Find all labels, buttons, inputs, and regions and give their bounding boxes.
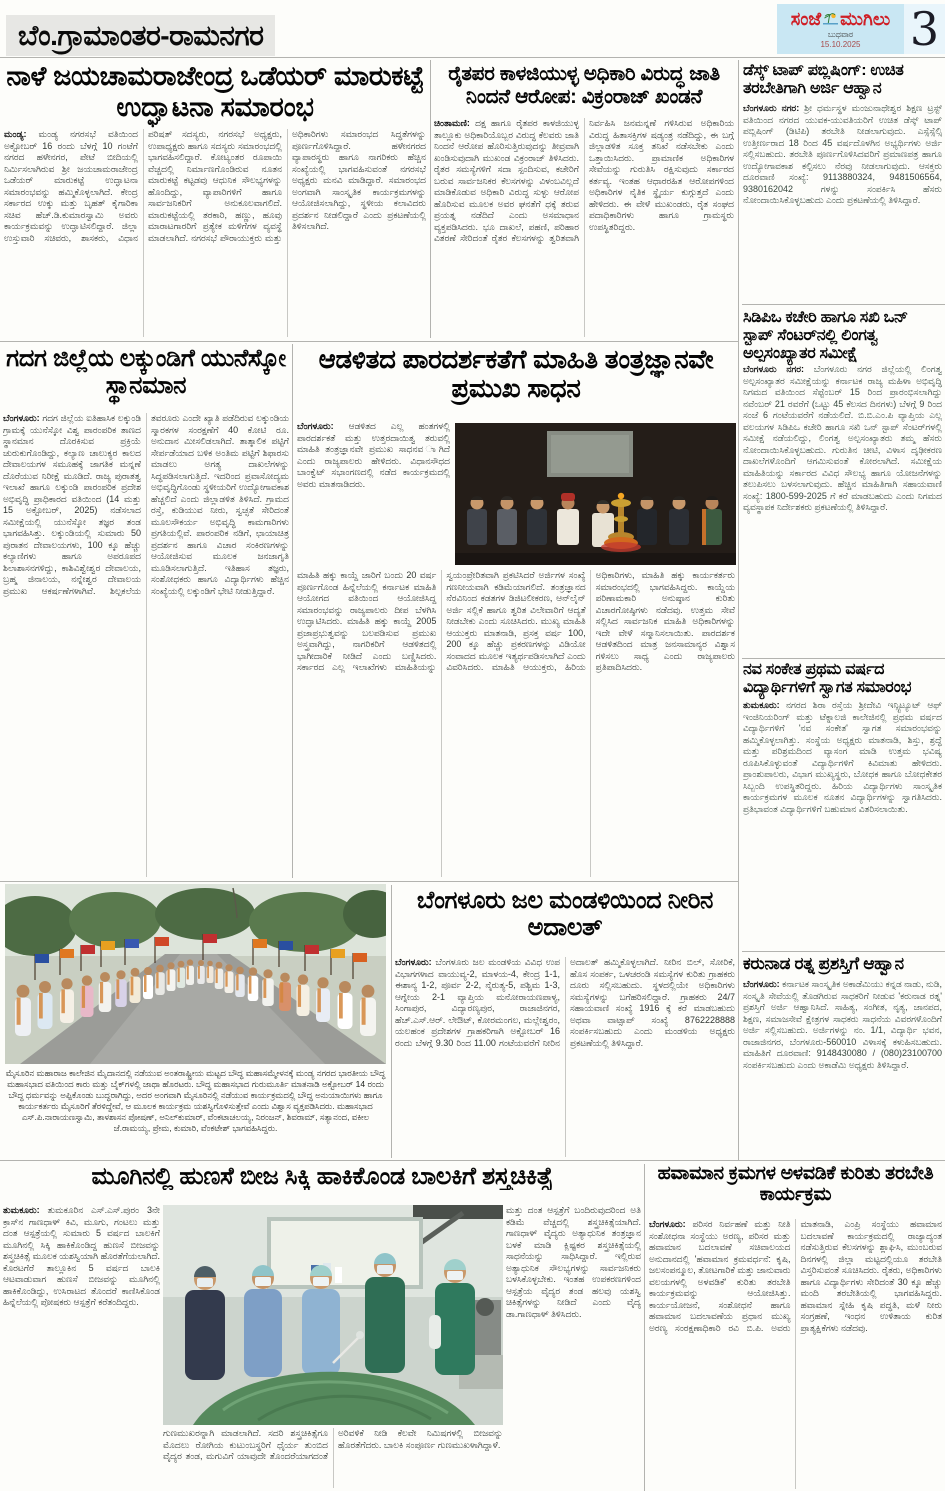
surgery-photo	[163, 1205, 503, 1425]
dateline-surgery: ತುಮಕೂರು:	[3, 1205, 40, 1215]
row-rule-2	[0, 881, 738, 882]
dateline-market: ಮಂಡ್ಯ:	[4, 129, 27, 139]
col-rule-j-k	[644, 1164, 645, 1491]
row-rule-1	[0, 341, 738, 342]
headline-welcome: ನವ ಸಂಕೇತ ಪ್ರಥಮ ವರ್ಷದ ವಿದ್ಯಾರ್ಥಿಗಳಿಗೆ ಸ್ವಾಗತ ಸಮಾರಂಭ	[743, 661, 912, 697]
right-col-rule-2	[742, 658, 945, 659]
body-text-market: ಮಂಡ್ಯ ನಗರಸಭೆ ವತಿಯಿಂದ ಅಕ್ಟೋಬರ್ 16 ರಂದು ಬೆಳಗ್ಗೆ 10 ಗಂಟೆಗೆ ನಗರದ ಹಳೇನಗರ, ಪೇಟೆ ಬೀದಿಯಲ್ಲಿ ನಿರ್ಮಿಸಲಾಗಿರುವ ಶ್ರೀ ಜಯಚಾಮರಾಜೇಂದ್ರ ಒಡೆಯರ್ ಮಾರುಕಟ್ಟೆ ಉದ್ಘಾಟನಾ ಸಮಾರಂಭವನ್ನು ಹಮ್ಮಿಕೊಳ್ಳಲಾಗಿದೆ. ಕೇಂದ್ರ ಸರ್ಕಾರದ ಉಕ್ಕು ಮತ್ತು ಬೃಹತ್ ಕೈಗಾರಿಕಾ ಸಚಿವ ಹೆಚ್.ಡಿ.ಕುಮಾರಸ್ವಾಮಿ ಅವರು ಕಾರ್ಯಕ್ರಮವನ್ನು ಉದ್ಘಾಟಿಸಲಿದ್ದಾರೆ. ಜಿಲ್ಲಾ ಉಸ್ತುವಾರಿ ಸಚಿವರು, ಶಾಸಕರು, ವಿಧಾನ ಪರಿಷತ್ ಸದಸ್ಯರು, ನಗರಸಭೆ ಅಧ್ಯಕ್ಷರು, ಉಪಾಧ್ಯಕ್ಷರು ಹಾಗೂ ಸದಸ್ಯರು ಸಮಾರಂಭದಲ್ಲಿ ಭಾಗವಹಿಸಲಿದ್ದಾರೆ. ಕೋಟ್ಯಂತರ ರೂಪಾಯಿ ವೆಚ್ಚದಲ್ಲಿ ನಿರ್ಮಾಣಗೊಂಡಿರುವ ನೂತನ ಮಾರುಕಟ್ಟೆ ಕಟ್ಟಡವು ಆಧುನಿಕ ಸೌಲಭ್ಯಗಳನ್ನು ಹೊಂದಿದ್ದು, ವ್ಯಾಪಾರಿಗಳಿಗೆ ಹಾಗೂ ಸಾರ್ವಜನಿಕರಿಗೆ ಅನುಕೂಲವಾಗಲಿದೆ. ಮಾರುಕಟ್ಟೆಯಲ್ಲಿ ತರಕಾರಿ, ಹಣ್ಣು, ಹೂವು ಮಾರಾಟಗಾರರಿಗೆ ಪ್ರತ್ಯೇಕ ಮಳಿಗೆಗಳ ವ್ಯವಸ್ಥೆ ಮಾಡಲಾಗಿದೆ. ನಗರಸಭೆ ಪೌರಾಯುಕ್ತರು ಮತ್ತು ಅಧಿಕಾರಿಗಳು ಸಮಾರಂಭದ ಸಿದ್ಧತೆಗಳನ್ನು ಪೂರ್ಣಗೊಳಿಸಿದ್ದಾರೆ. ಹಳೇನಗರದ ವ್ಯಾಪಾರಸ್ಥರು ಹಾಗೂ ನಾಗರಿಕರು ಹೆಚ್ಚಿನ ಸಂಖ್ಯೆಯಲ್ಲಿ ಭಾಗವಹಿಸುವಂತೆ ನಗರಸಭೆ ಅಧ್ಯಕ್ಷರು ಮನವಿ ಮಾಡಿದ್ದಾರೆ. ಸಮಾರಂಭದ ಅಂಗವಾಗಿ ಸಾಂಸ್ಕೃತಿಕ ಕಾರ್ಯಕ್ರಮಗಳನ್ನು ಆಯೋಜಿಸಲಾಗಿದ್ದು, ಸ್ಥಳೀಯ ಕಲಾವಿದರು ಪ್ರದರ್ಶನ ನೀಡಲಿದ್ದಾರೆ ಎಂದು ಪ್ರಕಟಣೆಯಲ್ಲಿ ತಿಳಿಸಲಾಗಿದೆ.	[4, 129, 426, 243]
dateline-dtp: ಬೆಂಗಳೂರು ನಗರ:	[743, 103, 800, 113]
dateline-transparency: ಬೆಂಗಳೂರು:	[297, 421, 334, 431]
masthead-brand-panel	[777, 4, 904, 54]
dateline-climate: ಬೆಂಗಳೂರು:	[649, 1219, 686, 1229]
article-body-market	[4, 129, 426, 337]
masthead-rule	[0, 57, 945, 58]
body-text-caste: ದಕ್ಷ ಹಾಗೂ ರೈತಪರ ಕಾಳಜಿಯುಳ್ಳ ತಾಲ್ಲೂಕು ಅಧಿಕಾರಿಯೊಬ್ಬರ ವಿರುದ್ಧ ಕೆಲವರು ಜಾತಿ ನಿಂದನೆ ಆರೋಪ ಹೊರಿಸುತ್ತಿರುವುದನ್ನು ತೀವ್ರವಾಗಿ ಖಂಡಿಸುವುದಾಗಿ ಮುಖಂಡ ವಿಕ್ರಂರಾಜ್ ತಿಳಿಸಿದರು. ರೈತರ ಸಮಸ್ಯೆಗಳಿಗೆ ಸದಾ ಸ್ಪಂದಿಸುವ, ಕಚೇರಿಗೆ ಬರುವ ಸಾರ್ವಜನಿಕರ ಕೆಲಸಗಳನ್ನು ವಿಳಂಬವಿಲ್ಲದೆ ಮಾಡಿಕೊಡುವ ಅಧಿಕಾರಿ ವಿರುದ್ಧ ಸುಳ್ಳು ಆರೋಪ ಹೊರಿಸುವ ಮೂಲಕ ಅವರ ಘನತೆಗೆ ಧಕ್ಕೆ ತರುವ ಪ್ರಯತ್ನ ನಡೆದಿದೆ ಎಂದು ಅಸಮಾಧಾನ ವ್ಯಕ್ತಪಡಿಸಿದರು. ಭೂ ದಾಖಲೆ, ಪಹಣಿ, ಪರಿಹಾರ ವಿತರಣೆ ಸೇರಿದಂತೆ ರೈತರ ಕೆಲಸಗಳನ್ನು ತ್ವರಿತವಾಗಿ ನಿರ್ವಹಿಸಿ ಜನಮನ್ನಣೆ ಗಳಿಸಿರುವ ಅಧಿಕಾರಿಯ ವಿರುದ್ಧ ಹಿತಾಸಕ್ತಿಗಳ ಷಡ್ಯಂತ್ರ ನಡೆದಿದ್ದು, ಈ ಬಗ್ಗೆ ಜಿಲ್ಲಾಡಳಿತ ಸೂಕ್ತ ತನಿಖೆ ನಡೆಸಬೇಕು ಎಂದು ಒತ್ತಾಯಿಸಿದರು. ಪ್ರಾಮಾಣಿಕ ಅಧಿಕಾರಿಗಳ ಸೇವೆಯನ್ನು ಗುರುತಿಸಿ ರಕ್ಷಿಸುವುದು ಸರ್ಕಾರದ ಕರ್ತವ್ಯ. ಇಂತಹ ಆಧಾರರಹಿತ ಆರೋಪಗಳಿಂದ ಅಧಿಕಾರಿಗಳ ನೈತಿಕ ಸ್ಥೈರ್ಯ ಕುಗ್ಗುತ್ತದೆ ಎಂದು ಹೇಳಿದರು. ಈ ವೇಳೆ ಮುಖಂಡರು, ರೈತ ಸಂಘದ ಪದಾಧಿಕಾರಿಗಳು ಹಾಗೂ ಗ್ರಾಮಸ್ಥರು ಉಪಸ್ಥಿತರಿದ್ದರು.	[434, 118, 734, 243]
right-col-rule-1	[742, 304, 945, 305]
body-text-climate: ಪರಿಸರ ನಿರ್ವಹಣೆ ಮತ್ತು ನೀತಿ ಸಂಶೋಧನಾ ಸಂಸ್ಥೆಯು ಅರಣ್ಯ, ಪರಿಸರ ಮತ್ತು ಹವಾಮಾನ ಬದಲಾವಣೆ ಸಚಿವಾಲಯದ ಅನುದಾನದಲ್ಲಿ 'ಹವಾಮಾನ ಕ್ರಮವರ್ಧನೆ: ಕೃಷಿ, ಜಲಸಂಪನ್ಮೂಲ, ತೋಟಗಾರಿಕೆ ಮತ್ತು ಜಾನುವಾರು ವಲಯಗಳಲ್ಲಿ ಅಳವಡಿಕೆ' ಕುರಿತು ತರಬೇತಿ ಕಾರ್ಯಕ್ರಮವನ್ನು ಆಯೋಜಿಸಿತ್ತು. ಕಾರ್ಯಯೋಜನೆ, ಸಂಶೋಧನೆ ಹಾಗೂ ಹವಾಮಾನ ಬದಲಾವಣೆಯ ಪ್ರಧಾನ ಮುಖ್ಯ ಅರಣ್ಯ ಸಂರಕ್ಷಣಾಧಿಕಾರಿ ರವಿ ಬಿ.ಪಿ. ಅವರು ಮಾತನಾಡಿ, ಎಂಪ್ರಿ ಸಂಸ್ಥೆಯು ಹವಾಮಾನ ಬದಲಾವಣೆ ಕಾರ್ಯಕ್ರಮದಲ್ಲಿ ರಾಜ್ಯಾದ್ಯಂತ ನಡೆಸುತ್ತಿರುವ ಕೆಲಸಗಳನ್ನು ಶ್ಲಾಘಿಸಿ, ಮುಂಬರುವ ದಿನಗಳಲ್ಲಿ ಜಿಲ್ಲಾ ಮಟ್ಟದಲ್ಲಿಯೂ ತರಬೇತಿ ವಿಸ್ತರಿಸುವಂತೆ ಸೂಚಿಸಿದರು. ರೈತರು, ಅಧಿಕಾರಿಗಳು ಹಾಗೂ ವಿದ್ಯಾರ್ಥಿಗಳು ಸೇರಿದಂತೆ 30 ಕ್ಕೂ ಹೆಚ್ಚು ಮಂದಿ ತರಬೇತಿಯಲ್ಲಿ ಭಾಗವಹಿಸಿದ್ದರು. ಹವಾಮಾನ ಸ್ನೇಹಿ ಕೃಷಿ ಪದ್ಧತಿ, ಮಳೆ ನೀರು ಸಂಗ್ರಹಣೆ, ಇಂಧನ ಉಳಿತಾಯ ಕುರಿತ ಪ್ರಾತ್ಯಕ್ಷಿಕೆಗಳು ನಡೆದವು.	[649, 1219, 942, 1333]
jatha-photo-caption: ಮೈಸೂರಿನ ಮಹಾರಾಜ ಕಾಲೇಜಿನ ಮೈದಾನದಲ್ಲಿ ನಡೆಯುವ ಅಂತರಾಷ್ಟ್ರೀಯ ಮಟ್ಟದ ಬೌದ್ಧ ಮಹಾಸಮ್ಮೇಳನಕ್ಕೆ ಮಂಡ್ಯ ನಗರದ ಭಾರತೀಯ ಬೌದ್ಧ ಮಹಾಸಭಾದ ವತಿಯಿಂದ ಕಾರು ಮತ್ತು ಬೈಕ್‌ಗಳಲ್ಲಿ ಜಾಥಾ ಹೊರಟರು. ಬೌದ್ಧ ಮಹಾಸಭಾದ ಗುರುಮೂರ್ತಿ ಮಾತನಾಡಿ ಅಕ್ಟೋಬರ್ 14 ರಂದು ಬೌದ್ಧ ಧರ್ಮವನ್ನು ಅಪ್ಪಿಕೊಂಡು ಬುದ್ಧರಾಗಿದ್ದು, ಅದರ ಅಂಗವಾಗಿ ಮೈಸೂರಿನಲ್ಲಿ ನಡೆಯುವ ಕಾರ್ಯಕ್ರಮದಲ್ಲಿ ಬೌದ್ಧ ಅನುಯಾಯಿಗಳು ಹಾಗೂ ಕಾರ್ಯಕರ್ತರು ಮೈಸೂರಿಗೆ ತೆರಳಿದ್ದೇವೆ, ಆ ಮೂಲಕ ಕಾರ್ಯಕ್ರಮ ಯಶಸ್ವಿಗೊಳಿಸುತ್ತೇವೆ ಎಂದು ವಿಶ್ವಾಸ ವ್ಯಕ್ತಪಡಿಸಿದರು. ಮಹಾಸಭಾದ ಎಸ್.ಪಿ.ನಾರಾಯಣಸ್ವಾಮಿ, ತಾಳಶಾಸನ ಪೋಷಣ್, ಅನಿಲ್‌ಕುಮಾರ್, ವೆಂಕಟಾಚಲಯ್ಯ, ನಿರಂಜನ್, ಶಿವರಾಮ್, ಸತ್ಯಾನಂದ, ವಕೀಲ ಜೆ.ರಾಮಯ್ಯ, ಪ್ರೇಮ, ಕುಮಾರಿ, ವೆಂಕಟೇಶ್ ಭಾಗವಹಿಸಿದ್ದರು.	[5, 1068, 386, 1133]
col-rule-main-right	[738, 60, 739, 1160]
col-rule-d-e	[292, 344, 293, 878]
headline-dtp: ಡೆಸ್ಕ್ ಟಾಪ್ ಪಬ್ಲಿಷಿಂಗ್: ಉಚಿತ ತರಬೇತಿಗಾಗಿ ಅರ್ಜಿ ಆಹ್ವಾನ	[743, 62, 904, 98]
headline-climate: ಹವಾಮಾನ ಕ್ರಮಗಳ ಅಳವಡಿಕೆ ಕುರಿತು ತರಬೇತಿ ಕಾರ್ಯಕ್ರಮ	[657, 1163, 934, 1206]
headline-unesco: ಗದಗ ಜಿಲ್ಲೆಯ ಲಕ್ಕುಂಡಿಗೆ ಯುನೆಸ್ಕೋ ಸ್ಥಾನಮಾನ	[6, 345, 286, 400]
right-col-rule-3	[742, 951, 945, 952]
article-body-survey	[743, 364, 942, 654]
body-text-survey: ಬೆಂಗಳೂರು ನಗರ ಜಿಲ್ಲೆಯಲ್ಲಿ ಲಿಂಗತ್ವ ಅಲ್ಪಸಂಖ್ಯಾತರ ಸಮೀಕ್ಷೆಯನ್ನು ಕರ್ನಾಟಕ ರಾಜ್ಯ ಮಹಿಳಾ ಅಭಿವೃದ್ಧಿ ನಿಗಮದ ವತಿಯಿಂದ ಸೆಪ್ಟೆಂಬರ್ 15 ರಿಂದ ಪ್ರಾರಂಭಿಸಲಾಗಿದ್ದು ನವೆಂಬರ್ 21 ರವರೆಗೆ (ಒಟ್ಟು 45 ಕೆಲಸದ ದಿನಗಳು) ಬೆಳಗ್ಗೆ 9 ರಿಂದ ಸಂಜೆ 6 ಗಂಟೆಯವರೆಗೆ ನಡೆಯಲಿದೆ. ಬಿ.ಬಿ.ಎಂ.ಪಿ ವ್ಯಾಪ್ತಿಯ ಎಲ್ಲ ವಲಯಗಳ ಸಿಡಿಪಿಒ ಕಚೇರಿ ಹಾಗೂ ಸಖಿ ಒನ್ ಸ್ಟಾಪ್ ಸೆಂಟರ್‌ಗಳಲ್ಲಿ ಸಮೀಕ್ಷೆ ನಡೆಯಲಿದ್ದು, ಲಿಂಗತ್ವ ಅಲ್ಪಸಂಖ್ಯಾತರು ತಮ್ಮ ಹೆಸರು ನೋಂದಾಯಿಸಿಕೊಳ್ಳಬಹುದು. ಗುರುತಿನ ಚೀಟಿ, ವಿಳಾಸ ದೃಢೀಕರಣ ದಾಖಲೆಗಳೊಂದಿಗೆ ಆಗಮಿಸುವಂತೆ ಕೋರಲಾಗಿದೆ. ಸಮೀಕ್ಷೆಯ ಮಾಹಿತಿಯನ್ನು ಸರ್ಕಾರದ ವಿವಿಧ ಸೌಲಭ್ಯ ಹಾಗೂ ಯೋಜನೆಗಳನ್ನು ತಲುಪಿಸಲು ಬಳಸಲಾಗುವುದು. ಹೆಚ್ಚಿನ ಮಾಹಿತಿಗಾಗಿ ಸಹಾಯವಾಣಿ ಸಂಖ್ಯೆ: 1800-599-2025 ಗೆ ಕರೆ ಮಾಡಬಹುದು ಎಂದು ನಿಗಮದ ವ್ಯವಸ್ಥಾಪಕ ನಿರ್ದೇಶಕರು ಪ್ರಕಟಣೆಯಲ್ಲಿ ತಿಳಿಸಿದ್ದಾರೆ.	[743, 364, 942, 512]
col-rule-photo-adalat	[391, 885, 392, 1158]
brand-word-second: ಮುಗಿಲು	[840, 8, 891, 29]
body-text-unesco: ಗದಗ ಜಿಲ್ಲೆಯ ಐತಿಹಾಸಿಕ ಲಕ್ಕುಂಡಿ ಗ್ರಾಮಕ್ಕೆ ಯುನೆಸ್ಕೋ ವಿಶ್ವ ಪಾರಂಪರಿಕ ತಾಣದ ಸ್ಥಾನಮಾನ ದೊರಕಿಸುವ ಪ್ರಕ್ರಿಯೆ ಚುರುಕುಗೊಂಡಿದ್ದು, ಕಲ್ಯಾಣ ಚಾಲುಕ್ಯರ ಕಾಲದ ದೇವಾಲಯಗಳ ಸಮೂಹಕ್ಕೆ ಜಾಗತಿಕ ಮನ್ನಣೆ ದೊರೆಯುವ ನಿರೀಕ್ಷೆ ಮೂಡಿದೆ. ರಾಜ್ಯ ಪುರಾತತ್ವ ಇಲಾಖೆ ಹಾಗೂ ಲಕ್ಕುಂಡಿ ಪಾರಂಪರಿಕ ಪ್ರದೇಶ ಅಭಿವೃದ್ಧಿ ಪ್ರಾಧಿಕಾರದ ವತಿಯಿಂದ (14 ಮತ್ತು 15 ಅಕ್ಟೋಬರ್, 2025) ನಡೆಸಲಾದ ಸಮೀಕ್ಷೆಯಲ್ಲಿ ಯುನೆಸ್ಕೋ ತಜ್ಞರ ತಂಡ ಭಾಗವಹಿಸಿತ್ತು. ಲಕ್ಕುಂಡಿಯಲ್ಲಿ ಸುಮಾರು 50 ಪುರಾತನ ದೇವಾಲಯಗಳು, 100 ಕ್ಕೂ ಹೆಚ್ಚು ಕಲ್ಯಾಣಿಗಳು ಹಾಗೂ ಅಪರೂಪದ ಶಿಲಾಶಾಸನಗಳಿದ್ದು, ಕಾಶಿವಿಶ್ವೇಶ್ವರ ದೇವಾಲಯ, ಬ್ರಹ್ಮ ಜಿನಾಲಯ, ನನ್ನೇಶ್ವರ ದೇವಾಲಯ ಪ್ರಮುಖ ಆಕರ್ಷಣೆಗಳಾಗಿವೆ. ಶಿಲ್ಪಕಲೆಯ ತವರೂರು ಎಂದೇ ಖ್ಯಾತಿ ಪಡೆದಿರುವ ಲಕ್ಕುಂಡಿಯ ಸ್ಮಾರಕಗಳ ಸಂರಕ್ಷಣೆಗೆ 40 ಕೋಟಿ ರೂ. ಅನುದಾನ ಮೀಸಲಿಡಲಾಗಿದೆ. ತಾತ್ಕಾಲಿಕ ಪಟ್ಟಿಗೆ ಸೇರ್ಪಡೆಯಾದ ಬಳಿಕ ಅಂತಿಮ ಪಟ್ಟಿಗೆ ಶಿಫಾರಸು ಮಾಡಲು ಅಗತ್ಯ ದಾಖಲೆಗಳನ್ನು ಸಿದ್ಧಪಡಿಸಲಾಗುತ್ತಿದೆ. ಇದರಿಂದ ಪ್ರವಾಸೋದ್ಯಮ ಅಭಿವೃದ್ಧಿಗೊಂಡು ಸ್ಥಳೀಯರಿಗೆ ಉದ್ಯೋಗಾವಕಾಶ ಹೆಚ್ಚಲಿದೆ ಎಂದು ಜಿಲ್ಲಾಡಳಿತ ತಿಳಿಸಿದೆ. ಗ್ರಾಮದ ರಸ್ತೆ, ಕುಡಿಯುವ ನೀರು, ಸ್ವಚ್ಛತೆ ಸೇರಿದಂತೆ ಮೂಲಸೌಕರ್ಯ ಅಭಿವೃದ್ಧಿ ಕಾಮಗಾರಿಗಳು ಪ್ರಗತಿಯಲ್ಲಿವೆ. ಪಾರಂಪರಿಕ ನಡಿಗೆ, ಛಾಯಾಚಿತ್ರ ಪ್ರದರ್ಶನ ಹಾಗೂ ವಿಚಾರ ಸಂಕಿರಣಗಳನ್ನು ಆಯೋಜಿಸುವ ಮೂಲಕ ಜನಜಾಗೃತಿ ಮೂಡಿಸಲಾಗುತ್ತಿದೆ. ಇತಿಹಾಸ ತಜ್ಞರು, ಸಂಶೋಧಕರು ಹಾಗೂ ವಿದ್ಯಾರ್ಥಿಗಳು ಹೆಚ್ಚಿನ ಸಂಖ್ಯೆಯಲ್ಲಿ ಲಕ್ಕುಂಡಿಗೆ ಭೇಟಿ ನೀಡುತ್ತಿದ್ದಾರೆ.	[3, 413, 289, 596]
article-body-climate	[649, 1219, 942, 1489]
body-text-surgery-col2: ಮತ್ತು ದಂತ ಆಸ್ಪತ್ರೆಗೆ ಬಂದಿರುವುದರಿಂದ ಅತಿ ಕಡಿಮೆ ವೆಚ್ಚದಲ್ಲಿ ಶಸ್ತ್ರಚಿಕಿತ್ಸೆಯಾಗಿದೆ. ಗಾಣಧಾಳ್ ವೈದ್ಯರು ಅತ್ಯಾಧುನಿಕ ತಂತ್ರಜ್ಞಾನ ಬಳಕೆ ಮಾಡಿ ಕ್ಲಿಷ್ಟಕರ ಶಸ್ತ್ರಚಿಕಿತ್ಸೆಯಲ್ಲಿ ಸಾಧನೆಯನ್ನು ಸಾಧಿಸಿದ್ದಾರೆ. ಇಲ್ಲಿರುವ ಅತ್ಯಾಧುನಿಕ ಸೌಲಭ್ಯಗಳನ್ನು ಸಾರ್ವಜನಿಕರು ಬಳಸಿಕೊಳ್ಳಬೇಕು. ಇಂತಹ ಉಪಕರಣಗಳಿಂದ ಆಸ್ಪತ್ರೆಯ ವೈದ್ಯರ ತಂಡ ಹಲವು ಯಶಸ್ವಿ ಚಿಕಿತ್ಸೆಗಳನ್ನು ನೀಡಿದೆ ಎಂದು ವೈದ್ಯ ಡಾ.ಗಾಣಧಾಳ್ ತಿಳಿಸಿದರು.	[506, 1205, 641, 1319]
brand-line	[791, 10, 890, 28]
edition-label: ಬೆಂ.ಗ್ರಾಮಾಂತರ-ರಾಮನಗರ	[6, 15, 275, 56]
article-body-unesco	[3, 413, 289, 877]
body-text-welcome: ನಗರದ ಶಿರಾ ರಸ್ತೆಯ ಶ್ರೀದೇವಿ ಇನ್ಸ್ಟಿಟ್ಯೂಟ್ ಆಫ್ ಇಂಜಿನಿಯರಿಂಗ್ ಮತ್ತು ಟೆಕ್ನಾಲಜಿ ಕಾಲೇಜಿನಲ್ಲಿ ಪ್ರಥಮ ವರ್ಷದ ವಿದ್ಯಾರ್ಥಿಗಳಿಗೆ 'ನವ ಸಂಕೇತ' ಸ್ವಾಗತ ಸಮಾರಂಭವನ್ನು ಹಮ್ಮಿಕೊಳ್ಳಲಾಗಿತ್ತು. ಸಂಸ್ಥೆಯ ಅಧ್ಯಕ್ಷರು ಮಾತನಾಡಿ, ಶಿಸ್ತು, ಶ್ರದ್ಧೆ ಮತ್ತು ಪರಿಶ್ರಮದಿಂದ ವ್ಯಾಸಂಗ ಮಾಡಿ ಉತ್ತಮ ಭವಿಷ್ಯ ರೂಪಿಸಿಕೊಳ್ಳುವಂತೆ ವಿದ್ಯಾರ್ಥಿಗಳಿಗೆ ಕಿವಿಮಾತು ಹೇಳಿದರು. ಪ್ರಾಂಶುಪಾಲರು, ವಿಭಾಗ ಮುಖ್ಯಸ್ಥರು, ಬೋಧಕ ಹಾಗೂ ಬೋಧಕೇತರ ಸಿಬ್ಬಂದಿ ಉಪಸ್ಥಿತರಿದ್ದರು. ಹಿರಿಯ ವಿದ್ಯಾರ್ಥಿಗಳು ಸಾಂಸ್ಕೃತಿಕ ಕಾರ್ಯಕ್ರಮಗಳ ಮೂಲಕ ನೂತನ ವಿದ್ಯಾರ್ಥಿಗಳನ್ನು ಸ್ವಾಗತಿಸಿದರು. ಪ್ರತಿಭಾವಂತ ವಿದ್ಯಾರ್ಥಿಗಳಿಗೆ ಬಹುಮಾನ ವಿತರಿಸಲಾಯಿತು.	[743, 700, 942, 814]
article-body-welcome	[743, 700, 942, 948]
page-number: 3	[904, 4, 945, 54]
intro-text-transparency: ಆಡಳಿತದ ಎಲ್ಲ ಹಂತಗಳಲ್ಲಿ ಪಾರದರ್ಶಕತೆ ಮತ್ತು ಉತ್ತರದಾಯಿತ್ವ ತರುವಲ್ಲಿ ಮಾಹಿತಿ ತಂತ್ರಜ್ಞಾನವೇ ಪ್ರಮುಖ ಸಾಧನವ ಾಗಿದೆ ಎಂದು ರಾಜ್ಯಪಾಲರು ಹೇಳಿದರು. ವಿಧಾನಸೌಧದ ಬಾಂಕ್ವೆಟ್ ಸಭಾಂಗಣದಲ್ಲಿ ನಡೆದ ಕಾರ್ಯಕ್ರಮದಲ್ಲಿ ಅವರು ಮಾತನಾಡಿದರು.	[297, 421, 450, 489]
buddhist-jatha-photo	[5, 884, 386, 1064]
article-intro-transparency	[297, 421, 450, 566]
headline-surgery: ಮೂಗಿನಲ್ಲಿ ಹುಣಸೆ ಬೀಜ ಸಿಕ್ಕಿ ಹಾಕಿಕೊಂಡ ಬಾಲಕಿಗೆ ಶಸ್ತ್ರಚಿಕಿತ್ಸೆ	[91, 1163, 553, 1190]
headline-survey: ಸಿಡಿಪಿಒ ಕಚೇರಿ ಹಾಗೂ ಸಖಿ ಒನ್ ಸ್ಟಾಪ್ ಸೆಂಟರ್‌ನಲ್ಲಿ ಲಿಂಗತ್ವ ಅಲ್ಪಸಂಖ್ಯಾತರ ಸಮೀಕ್ಷೆ	[743, 309, 908, 363]
col-rule-a-b	[430, 60, 431, 338]
article-body-surgery-col2	[506, 1205, 641, 1489]
palm-tree-icon	[823, 10, 838, 28]
lamp-lighting-photo	[455, 423, 736, 565]
article-body-transparency	[297, 570, 735, 877]
brand-word-first: ಸಂಜೆ	[790, 8, 822, 29]
body-text-surgery-col1: ತುಮಕೂರಿನ ಎಸ್.ಎಸ್.ಪುರಂ 3ನೇ ಕ್ರಾಸ್‌ನ ಗಾಣಧಾಳ್ ಕಿವಿ, ಮೂಗು, ಗಂಟಲು ಮತ್ತು ದಂತ ಆಸ್ಪತ್ರೆಯಲ್ಲಿ ಸುಮಾರು 5 ವರ್ಷದ ಬಾಲಕಿಗೆ ಮೂಗಿನಲ್ಲಿ ಸಿಕ್ಕಿ ಹಾಕಿಕೊಂಡಿದ್ದ ಹುಣಸೆ ಬೀಜವನ್ನು ಶಸ್ತ್ರಚಿಕಿತ್ಸೆ ಮೂಲಕ ಯಶಸ್ವಿಯಾಗಿ ಹೊರತೆಗೆಯಲಾಗಿದೆ. ಕೊರಟಗೆರೆ ತಾಲ್ಲೂಕಿನ 5 ವರ್ಷದ ಬಾಲಕಿ ಆಟವಾಡುವಾಗ ಹುಣಸೆ ಬೀಜವನ್ನು ಮೂಗಿನಲ್ಲಿ ಹಾಕಿಕೊಂಡಿದ್ದು, ಉಸಿರಾಟದ ತೊಂದರೆ ಕಾಣಿಸಿಕೊಂಡ ಹಿನ್ನೆಲೆಯಲ್ಲಿ ಪೋಷಕರು ಆಸ್ಪತ್ರೆಗೆ ಕರೆತಂದಿದ್ದರು.	[3, 1205, 160, 1307]
body-text-dtp: ಶ್ರೀ ಧರ್ಮಸ್ಥಳ ಮಂಜುನಾಥೇಶ್ವರ ಶಿಕ್ಷಣ ಟ್ರಸ್ಟ್ ವತಿಯಿಂದ ನಗರದ ಯುವಕ-ಯುವತಿಯರಿಗೆ ಉಚಿತ ಡೆಸ್ಕ್ ಟಾಪ್ ಪಬ್ಲಿಷಿಂಗ್ (ಡಿಟಿಪಿ) ತರಬೇತಿ ನೀಡಲಾಗುವುದು. ಎಸ್ಸೆಸ್ಸೆಲ್ಸಿ ಉತ್ತೀರ್ಣರಾದ 18 ರಿಂದ 45 ವರ್ಷದೊಳಗಿನ ಅಭ್ಯರ್ಥಿಗಳು ಅರ್ಜಿ ಸಲ್ಲಿಸಬಹುದು. ತರಬೇತಿ ಪೂರ್ಣಗೊಳಿಸಿದವರಿಗೆ ಪ್ರಮಾಣಪತ್ರ ಹಾಗೂ ಉದ್ಯೋಗಾವಕಾಶ ಕಲ್ಪಿಸಲು ನೆರವು ನೀಡಲಾಗುವುದು. ಆಸಕ್ತರು ದೂರವಾಣಿ ಸಂಖ್ಯೆ: 9113880324, 9481506564, 9380162042 ಗಳನ್ನು ಸಂಪರ್ಕಿಸಿ ಹೆಸರು ನೋಂದಾಯಿಸಿಕೊಳ್ಳಬಹುದು ಎಂದು ಪ್ರಕಟಣೆಯಲ್ಲಿ ತಿಳಿಸಿದ್ದಾರೆ.	[743, 103, 942, 205]
body-text-surgery-below: ಗುಣಮುಖರನ್ನಾಗಿ ಮಾಡಲಾಗಿದೆ. ಸದರಿ ಶಸ್ತ್ರಚಿಕಿತ್ಸೆಗೂ ಮೊದಲು ರೋಗಿಯ ಕುಟುಂಬಸ್ಥರಿಗೆ ಧೈರ್ಯ ತುಂಬಿದ ವೈದ್ಯರ ತಂಡ, ಮಗುವಿಗೆ ಯಾವುದೇ ತೊಂದರೆಯಾಗದಂತೆ ಅರಿವಳಿಕೆ ನೀಡಿ ಕೆಲವೇ ನಿಮಿಷಗಳಲ್ಲಿ ಬೀಜವನ್ನು ಹೊರತೆಗೆದರು. ಬಾಲಕಿ ಸಂಪೂರ್ಣ ಗುಣಮುಖಳಾಗಿದ್ದಾಳೆ.	[163, 1428, 503, 1461]
masthead-day: ಬುಧವಾರ	[827, 29, 854, 39]
article-body-dtp	[743, 103, 942, 301]
article-body-award	[743, 979, 942, 1157]
headline-transparency: ಆಡಳಿತದ ಪಾರದರ್ಶಕತೆಗೆ ಮಾಹಿತಿ ತಂತ್ರಜ್ಞಾನವೇ ಪ್ರಮುಖ ಸಾಧನ	[318, 344, 714, 404]
dateline-caste: ಚಿಂತಾಮಣಿ:	[434, 118, 470, 128]
headline-award: ಕರುನಾಡ ರತ್ನ ಪ್ರಶಸ್ತಿಗೆ ಆಹ್ವಾನ	[743, 954, 904, 973]
dateline-survey: ಬೆಂಗಳೂರು ನಗರ:	[743, 364, 804, 374]
body-text-transparency: ಮಾಹಿತಿ ಹಕ್ಕು ಕಾಯ್ದೆ ಜಾರಿಗೆ ಬಂದು 20 ವರ್ಷ ಪೂರ್ಣಗೊಂಡ ಹಿನ್ನೆಲೆಯಲ್ಲಿ ಕರ್ನಾಟಕ ಮಾಹಿತಿ ಆಯೋಗದ ವತಿಯಿಂದ ಆಯೋಜಿಸಿದ್ದ ಸಮಾರಂಭವನ್ನು ರಾಜ್ಯಪಾಲರು ದೀಪ ಬೆಳಗಿಸಿ ಉದ್ಘಾಟಿಸಿದರು. ಮಾಹಿತಿ ಹಕ್ಕು ಕಾಯ್ದೆ 2005 ಪ್ರಜಾಪ್ರಭುತ್ವವನ್ನು ಬಲಪಡಿಸುವ ಪ್ರಮುಖ ಅಸ್ತ್ರವಾಗಿದ್ದು, ನಾಗರಿಕರಿಗೆ ಆಡಳಿತದಲ್ಲಿ ಭಾಗೀದಾರಿಕೆ ನೀಡಿದೆ ಎಂದು ಬಣ್ಣಿಸಿದರು. ಸರ್ಕಾರದ ಎಲ್ಲ ಇಲಾಖೆಗಳು ಮಾಹಿತಿಯನ್ನು ಸ್ವಯಂಪ್ರೇರಿತವಾಗಿ ಪ್ರಕಟಿಸಿದರೆ ಅರ್ಜಿಗಳ ಸಂಖ್ಯೆ ಗಣನೀಯವಾಗಿ ಕಡಿಮೆಯಾಗಲಿದೆ. ತಂತ್ರಜ್ಞಾನದ ನೆರವಿನಿಂದ ಕಡತಗಳ ಡಿಜಿಟಲೀಕರಣ, ಆನ್‌ಲೈನ್ ಅರ್ಜಿ ಸಲ್ಲಿಕೆ ಹಾಗೂ ತ್ವರಿತ ವಿಲೇವಾರಿಗೆ ಆದ್ಯತೆ ನೀಡಬೇಕು ಎಂದು ಸೂಚಿಸಿದರು. ಮುಖ್ಯ ಮಾಹಿತಿ ಆಯುಕ್ತರು ಮಾತನಾಡಿ, ಪ್ರಸಕ್ತ ವರ್ಷ 100, 200 ಕ್ಕೂ ಹೆಚ್ಚು ಪ್ರಕರಣಗಳನ್ನು ವಿಡಿಯೋ ಸಂವಾದದ ಮೂಲಕ ಇತ್ಯರ್ಥಪಡಿಸಲಾಗಿದೆ ಎಂದು ವಿವರಿಸಿದರು. ಮಾಹಿತಿ ಆಯುಕ್ತರು, ಹಿರಿಯ ಅಧಿಕಾರಿಗಳು, ಮಾಹಿತಿ ಹಕ್ಕು ಕಾರ್ಯಕರ್ತರು ಸಮಾರಂಭದಲ್ಲಿ ಭಾಗವಹಿಸಿದ್ದರು. ಕಾಯ್ದೆಯ ಪರಿಣಾಮಕಾರಿ ಅನುಷ್ಠಾನ ಕುರಿತು ವಿಚಾರಗೋಷ್ಠಿಗಳು ನಡೆದವು. ಉತ್ತಮ ಸೇವೆ ಸಲ್ಲಿಸಿದ ಸಾರ್ವಜನಿಕ ಮಾಹಿತಿ ಅಧಿಕಾರಿಗಳನ್ನು ಇದೇ ವೇಳೆ ಸನ್ಮಾನಿಸಲಾಯಿತು. ಪಾರದರ್ಶಕ ಆಡಳಿತದಿಂದ ಮಾತ್ರ ಜನಸಾಮಾನ್ಯರ ವಿಶ್ವಾಸ ಗಳಿಸಲು ಸಾಧ್ಯ ಎಂದು ರಾಜ್ಯಪಾಲರು ಪ್ರತಿಪಾದಿಸಿದರು.	[297, 570, 735, 672]
dateline-welcome: ತುಮಕೂರು:	[743, 700, 780, 710]
article-body-adalat	[395, 957, 735, 1157]
dateline-adalat: ಬೆಂಗಳೂರು:	[395, 957, 432, 967]
article-body-caste	[434, 118, 734, 337]
body-text-award: ಕರ್ನಾಟಕ ಸಾಂಸ್ಕೃತಿಕ ಅಕಾಡೆಮಿಯು ಕನ್ನಡ ನಾಡು, ನುಡಿ, ಸಂಸ್ಕೃತಿ ಸೇವೆಯಲ್ಲಿ ತೊಡಗಿರುವ ಸಾಧಕರಿಗೆ ನೀಡುವ 'ಕರುನಾಡ ರತ್ನ' ಪ್ರಶಸ್ತಿಗೆ ಅರ್ಜಿ ಆಹ್ವಾನಿಸಿದೆ. ಸಾಹಿತ್ಯ, ಸಂಗೀತ, ನೃತ್ಯ, ಜಾನಪದ, ಶಿಕ್ಷಣ, ಸಮಾಜಸೇವೆ ಕ್ಷೇತ್ರಗಳ ಸಾಧಕರು ಸಾಧನೆಯ ವಿವರಗಳೊಂದಿಗೆ ಅರ್ಜಿ ಸಲ್ಲಿಸಬಹುದು. ಅರ್ಜಿಗಳನ್ನು ನಂ. 1/1, ವಿದ್ಯಾರ್ಥಿ ಭವನ, ರಾಜಾಜಿನಗರ, ಬೆಂಗಳೂರು-560010 ವಿಳಾಸಕ್ಕೆ ಕಳುಹಿಸಬಹುದು. ಮಾಹಿತಿಗೆ ದೂರವಾಣಿ: 9148430080 / (080)23100700 ಸಂಪರ್ಕಿಸಬಹುದು ಎಂದು ಅಕಾಡೆಮಿ ಅಧ್ಯಕ್ಷರು ತಿಳಿಸಿದ್ದಾರೆ.	[743, 979, 942, 1070]
headline-adalat: ಬೆಂಗಳೂರು ಜಲ ಮಂಡಳಿಯಿಂದ ನೀರಿನ ಅದಾಲತ್	[416, 887, 714, 942]
article-body-surgery-col1	[3, 1205, 160, 1489]
masthead-date: 15.10.2025	[820, 39, 861, 49]
dateline-award: ಬೆಂಗಳೂರು:	[743, 979, 780, 989]
headline-market: ನಾಳೆ ಜಯಚಾಮರಾಜೇಂದ್ರ ಒಡೆಯರ್ ಮಾರುಕಟ್ಟೆ ಉದ್ಘಾಟನಾ ಸಮಾರಂಭ	[6, 61, 424, 122]
headline-caste: ರೈತಪರ ಕಾಳಜಿಯುಳ್ಳ ಅಧಿಕಾರಿ ವಿರುದ್ಧ ಜಾತಿ ನಿಂದನೆ ಆರೋಪ: ವಿಕ್ರಂರಾಜ್ ಖಂಡನೆ	[448, 63, 720, 108]
article-body-surgery-below	[163, 1428, 503, 1488]
body-text-adalat: ಬೆಂಗಳೂರು ಜಲ ಮಂಡಳಿಯ ವಿವಿಧ ಉಪ ವಿಭಾಗಗಳಾದ ವಾಯುವ್ಯ-2, ಮಾಳಯ-4, ಕೇಂದ್ರ 1-1, ಈಶಾನ್ಯ 1-2, ಪೂರ್ವ 2-2, ನೈರುತ್ಯ-5, ಪಶ್ಚಿಮ 1-3, ಆಗ್ನೇಯ 2-1 ವ್ಯಾಪ್ತಿಯ ಮನೋರಾಯಣಪಾಳ್ಯ, ಸಿಂಗಾಪುರ, ವಿದ್ಯಾರಣ್ಯಪುರ, ರಾಜಾಜಿನಗರ, ಹೆಚ್.ಎಸ್.ಆರ್. ಲೇಔಟ್, ಕೋರಮಂಗಲ, ಮಲ್ಲೇಶ್ವರಂ, ಯಲಹಂಕ ಪ್ರದೇಶಗಳ ಗ್ರಾಹಕರಿಗಾಗಿ ಅಕ್ಟೋಬರ್ 16 ರಂದು ಬೆಳಗ್ಗೆ 9.30 ರಿಂದ 11.00 ಗಂಟೆಯವರೆಗೆ ನೀರಿನ ಅದಾಲತ್ ಹಮ್ಮಿಕೊಳ್ಳಲಾಗಿದೆ. ನೀರಿನ ಬಿಲ್, ಸೋರಿಕೆ, ಹೊಸ ಸಂಪರ್ಕ, ಒಳಚರಂಡಿ ಸಮಸ್ಯೆಗಳ ಕುರಿತು ಗ್ರಾಹಕರು ದೂರು ಸಲ್ಲಿಸಬಹುದು. ಸ್ಥಳದಲ್ಲಿಯೇ ಅಧಿಕಾರಿಗಳು ಸಮಸ್ಯೆಗಳನ್ನು ಬಗೆಹರಿಸಲಿದ್ದಾರೆ. ಗ್ರಾಹಕರು 24/7 ಸಹಾಯವಾಣಿ ಸಂಖ್ಯೆ 1916 ಕ್ಕೆ ಕರೆ ಮಾಡಬಹುದು ಅಥವಾ ವಾಟ್ಸಾಪ್ ಸಂಖ್ಯೆ 8762228888 ಸಂಪರ್ಕಿಸಬಹುದು ಎಂದು ಮಂಡಳಿಯ ಅಧ್ಯಕ್ಷರು ಪ್ರಕಟಣೆಯಲ್ಲಿ ತಿಳಿಸಿದ್ದಾರೆ.	[395, 957, 735, 1048]
row-rule-3	[0, 1160, 945, 1161]
dateline-unesco: ಬೆಂಗಳೂರು:	[3, 413, 40, 423]
